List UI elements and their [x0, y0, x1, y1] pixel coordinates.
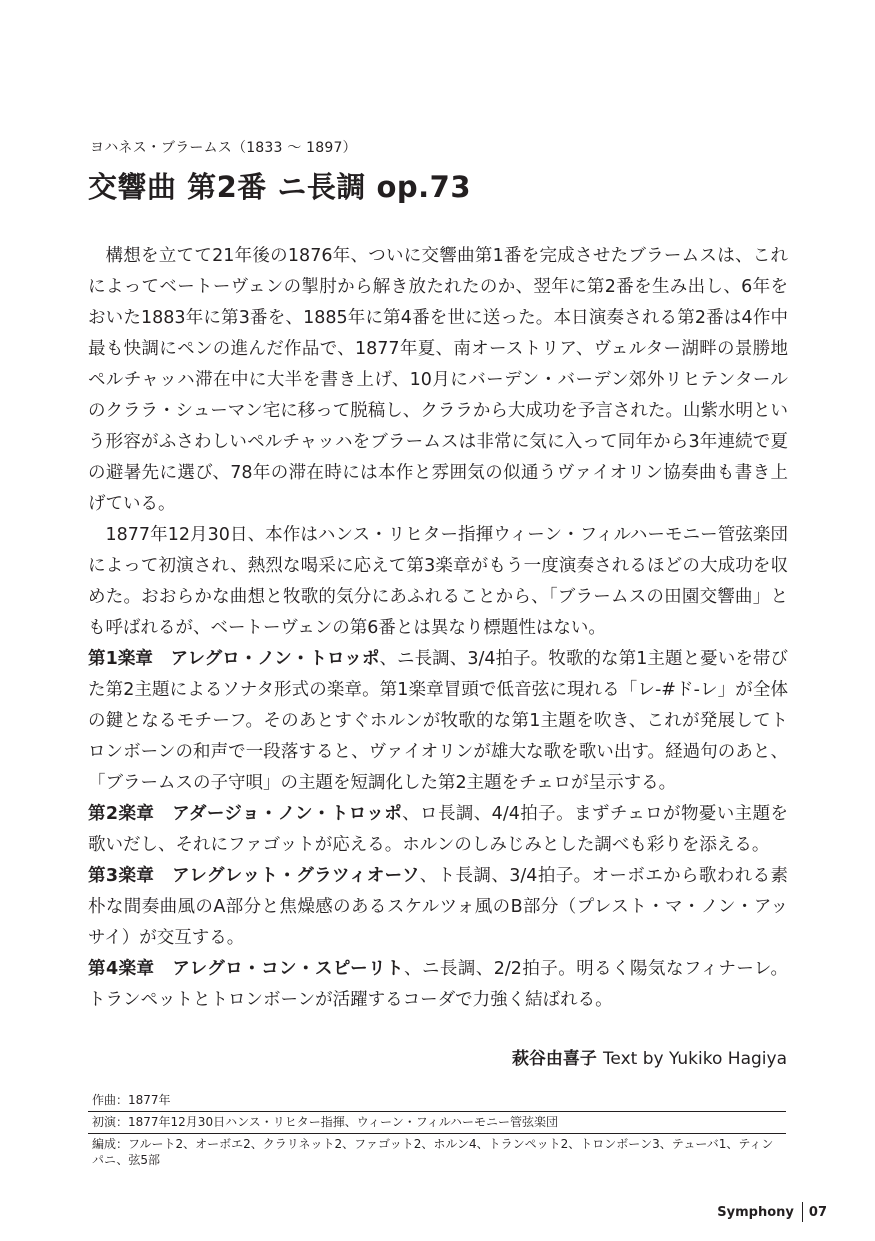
- movement-2-heading: 第2楽章 アダージョ・ノン・トロッポ: [88, 804, 403, 824]
- page-title: 交響曲 第2番 ニ長調 op.73: [88, 170, 472, 204]
- movement-3-heading: 第3楽章 アレグレット・グラツィオーソ: [88, 866, 420, 886]
- footer-divider: [802, 1202, 803, 1222]
- movement-1-text: 、ニ長調、3/4拍子。牧歌的な第1主題と憂いを帯びた第2主題によるソナタ形式の楽章。第1楽章冒頭で低音弦に現れる「レ-#ド-レ」が全体の鍵となるモチーフ。そのあとすぐホルンが牧歌的な第1主題を吹き、これが発展してトロンボーンの和声で一段落すると、ヴァイオリンが雄大な歌を歌い出す。経過句のあと、「ブラームスの子守唄」の主題を短調化した第2主題をチェロが呈示する。: [88, 649, 788, 793]
- page-footer: [717, 1202, 827, 1222]
- movement-3: [88, 861, 788, 954]
- movement-1-heading: 第1楽章 アレグロ・ノン・トロッポ: [88, 649, 380, 669]
- movement-4-text: 、ニ長調、2/2拍子。明るく陽気なフィナーレ。トランペットとトロンボーンが活躍するコーダで力強く結ばれる。: [88, 959, 788, 1010]
- movement-4-heading: 第4楽章 アレグロ・コン・スピーリト: [88, 959, 404, 979]
- byline: [512, 1044, 787, 1069]
- movement-2-text: 、ロ長調、4/4拍子。まずチェロが物憂い主題を歌いだし、それにファゴットが応える。ホルンのしみじみとした調べも彩りを添える。: [88, 804, 789, 855]
- info-premiere: 初演：1877年12月30日ハンス・リヒター指揮、ウィーン・フィルハーモニー管弦楽団: [88, 1112, 786, 1134]
- intro-paragraph-1: 構想を立てて21年後の1876年、ついに交響曲第1番を完成させたブラームスは、これによってベートーヴェンの掣肘から解き放たれたのか、翌年に第2番を生み出し、6年をおいた1883年に第3番を、1885年に第4番を世に送った。本日演奏される第2番は4作中最も快調にペンの進んだ作品で、1877年夏、南オーストリア、ヴェルター湖畔の景勝地ペルチャッハ滞在中に大半を書き上げ、10月にバーデン・バーデン郊外リヒテンタールのクララ・シューマン宅に移って脱稿し、クララから大成功を予言された。山紫水明という形容がふさわしいペルチャッハをブラームスは非常に気に入って同年から3年連続で夏の避暑先に選び、78年の滞在時には本作と雰囲気の似通うヴァイオリン協奏曲も書き上げている。: [88, 246, 788, 514]
- author-name-jp: 萩谷由喜子: [511, 1049, 597, 1069]
- intro-paragraph-2: 1877年12月30日、本作はハンス・リヒター指揮ウィーン・フィルハーモニー管弦楽団によって初演され、熱烈な喝采に応えて第3楽章がもう一度演奏されるほどの大成功を収めた。おおらかな曲想と牧歌的気分にあふれることから、「ブラームスの田園交響曲」とも呼ばれるが、ベートーヴェンの第6番とは異なり標題性はない。: [88, 525, 788, 638]
- movement-1: [88, 644, 788, 799]
- info-composed: 作曲：1877年: [88, 1090, 786, 1112]
- program-notes: [88, 241, 788, 1016]
- page-number: 07: [808, 1204, 827, 1220]
- author-name-en: Text by Yukiko Hagiya: [602, 1049, 787, 1069]
- footer-section: Symphony: [717, 1204, 794, 1220]
- movement-3-text: 、ト長調、3/4拍子。オーボエから歌われる素朴な間奏曲風のA部分と焦燥感のあるスケルツォ風のB部分（プレスト・マ・ノン・アッサイ）が交互する。: [88, 866, 788, 948]
- movement-2: [88, 799, 788, 861]
- info-instrumentation: 編成：フルート2、オーボエ2、クラリネット2、ファゴット2、ホルン4、トランペット2、トロンボーン3、テューバ1、ティンパニ、弦5部: [92, 1137, 774, 1167]
- composer-line: ヨハネス・ブラームス（1833 ～ 1897）: [90, 140, 357, 156]
- movement-4: [88, 954, 788, 1016]
- work-info-box: [88, 1090, 786, 1171]
